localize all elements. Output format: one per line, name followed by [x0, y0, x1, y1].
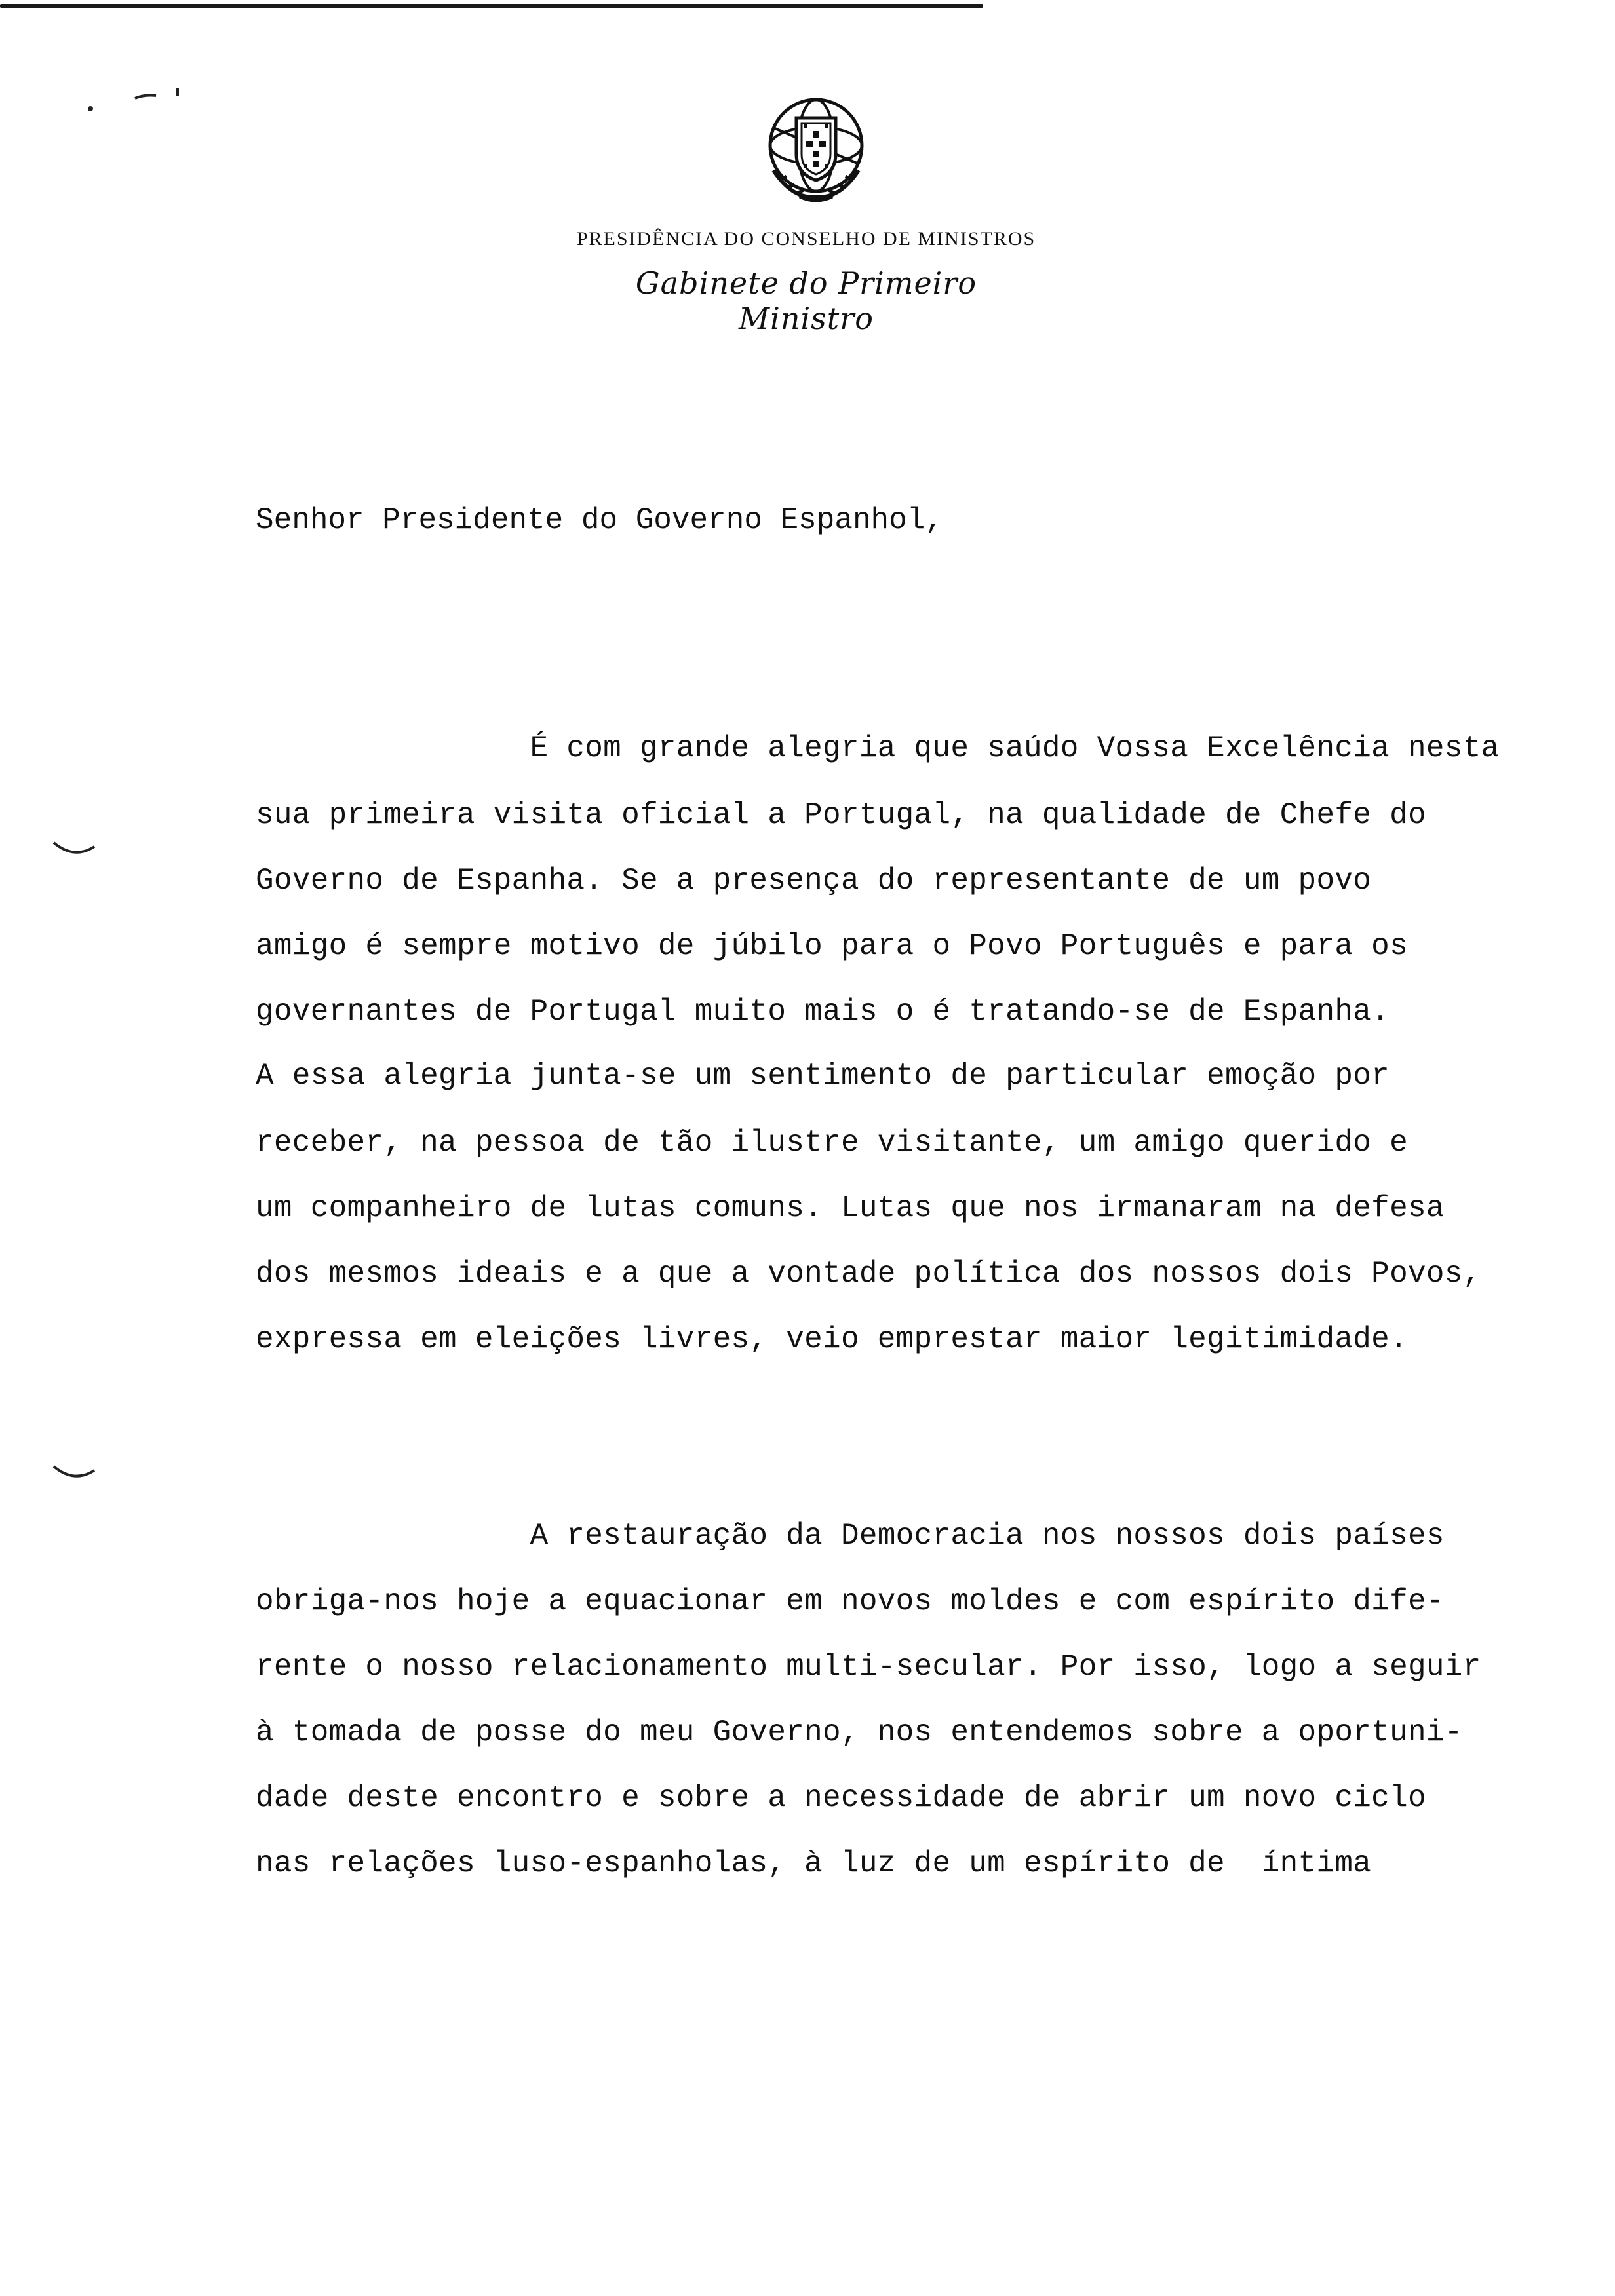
paragraph-2-line: dade deste encontro e sobre a necessidade de abrir um novo ciclo — [256, 1781, 1426, 1815]
paragraph-1-line: um companheiro de lutas comuns. Lutas que nos irmanaram na defesa — [256, 1191, 1445, 1225]
paragraph-1-line: Governo de Espanha. Se a presença do representante de um povo — [256, 864, 1372, 898]
coat-of-arms-icon — [760, 92, 872, 206]
paragraph-1-line: dos mesmos ideais e a que a vontade política dos nossos dois Povos, — [256, 1257, 1481, 1291]
salutation: Senhor Presidente do Governo Espanhol, — [256, 503, 943, 537]
paragraph-1-line: governantes de Portugal muito mais o é tratando-se de Espanha. — [256, 995, 1390, 1029]
paragraph-2-line: A restauração da Democracia nos nossos dois países — [256, 1519, 1445, 1553]
scan-edge-line — [0, 4, 983, 8]
paragraph-1-line: É com grande alegria que saúdo Vossa Excelência nesta — [256, 731, 1500, 765]
letterhead-title: PRESIDÊNCIA DO CONSELHO DE MINISTROS — [576, 228, 1036, 250]
paragraph-2-line: rente o nosso relacionamento multi-secular. Por isso, logo a seguir — [256, 1650, 1481, 1684]
letterhead-subtitle: Gabinete do Primeiro Ministro — [635, 265, 977, 336]
hole-punch-mark — [51, 840, 97, 860]
paragraph-2-line: obriga-nos hoje a equacionar em novos moldes e com espírito dife- — [256, 1584, 1445, 1618]
paragraph-1-line: expressa em eleições livres, veio emprestar maior legitimidade. — [256, 1322, 1408, 1356]
paragraph-2-line: à tomada de posse do meu Governo, nos entendemos sobre a oportuni- — [256, 1715, 1463, 1750]
paragraph-1-line: amigo é sempre motivo de júbilo para o Povo Português e para os — [256, 929, 1408, 963]
paragraph-1-line: sua primeira visita oficial a Portugal, na qualidade de Chefe do — [256, 798, 1426, 832]
paragraph-1-line: receber, na pessoa de tão ilustre visitante, um amigo querido e — [256, 1126, 1408, 1160]
paragraph-1-line: A essa alegria junta-se um sentimento de particular emoção por — [256, 1059, 1390, 1093]
scan-artifact-marks — [84, 84, 195, 123]
paragraph-2-line: nas relações luso-espanholas, à luz de um espírito de íntima — [256, 1846, 1372, 1881]
hole-punch-mark — [51, 1464, 97, 1483]
